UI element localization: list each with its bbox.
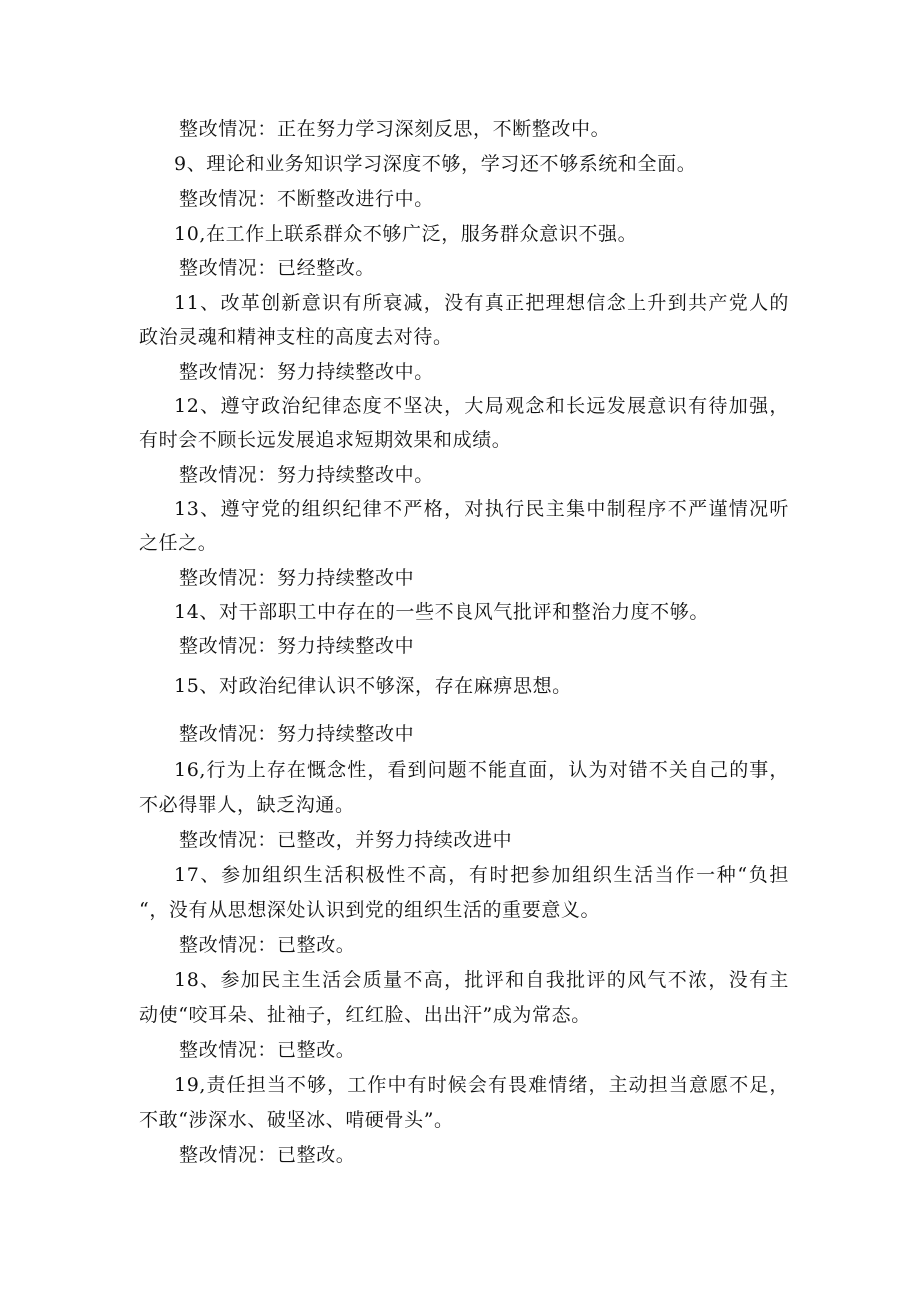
- issue-line: 11、改革创新意识有所衰减，没有真正把理想信念上升到共产党人的: [174, 292, 789, 314]
- status-line: 整改情况：努力持续整改中。: [179, 361, 434, 383]
- issue-continuation: 动使“咬耳朵、扯袖子，红红脸、出出汗”成为常态。: [139, 1004, 591, 1026]
- status-line: 整改情况：努力持续整改中: [179, 723, 415, 745]
- issue-continuation: “，没有从思想深处认识到党的组织生活的重要意义。: [139, 899, 601, 921]
- issue-continuation: 不必得罪人，缺乏沟通。: [139, 794, 355, 816]
- status-line: 整改情况：正在努力学习深刻反思，不断整改中。: [179, 118, 611, 140]
- status-line: 整改情况：已整改，并努力持续改进中: [179, 829, 513, 851]
- issue-continuation: 不敢“涉深水、破坚冰、啃硬骨头”。: [139, 1109, 454, 1131]
- status-line: 整改情况：努力持续整改中。: [179, 464, 434, 486]
- status-line: 整改情况：已经整改。: [179, 257, 376, 279]
- issue-continuation: 有时会不顾长远发展追求短期效果和成绩。: [139, 429, 512, 451]
- issue-line: 15、对政治纪律认识不够深，存在麻痹思想。: [174, 675, 572, 697]
- issue-line: 10,在工作上联系群众不够广泛，服务群众意识不强。: [174, 223, 638, 245]
- issue-line: 19,责任担当不够，工作中有时候会有畏难情绪，主动担当意愿不足，: [174, 1074, 789, 1096]
- status-line: 整改情况：已整改。: [179, 1039, 356, 1061]
- issue-line: 16,行为上存在慨念性，看到问题不能直面，认为对错不关自己的事，: [174, 759, 789, 781]
- status-line: 整改情况：努力持续整改中: [179, 567, 415, 589]
- status-line: 整改情况：已整改。: [179, 1144, 356, 1166]
- issue-line: 18、参加民主生活会质量不高，批评和自我批评的风气不浓，没有主: [174, 969, 789, 991]
- status-line: 整改情况：努力持续整改中: [179, 635, 415, 657]
- status-line: 整改情况：不断整改进行中。: [179, 188, 434, 210]
- issue-continuation: 政治灵魂和精神支柱的高度去对待。: [139, 326, 453, 348]
- issue-line: 9、理论和业务知识学习深度不够，学习还不够系统和全面。: [174, 153, 697, 175]
- issue-line: 13、遵守党的组织纪律不严格，对执行民主集中制程序不严谨情况听: [174, 498, 789, 520]
- issue-line: 14、对干部职工中存在的一些不良风气批评和整治力度不够。: [174, 601, 709, 623]
- issue-line: 12、遵守政治纪律态度不坚决，大局观念和长远发展意识有待加强，: [174, 395, 789, 417]
- status-line: 整改情况：已整改。: [179, 934, 356, 956]
- issue-continuation: 之任之。: [139, 532, 218, 554]
- issue-line: 17、参加组织生活积极性不高，有时把参加组织生活当作一种“负担: [174, 864, 789, 886]
